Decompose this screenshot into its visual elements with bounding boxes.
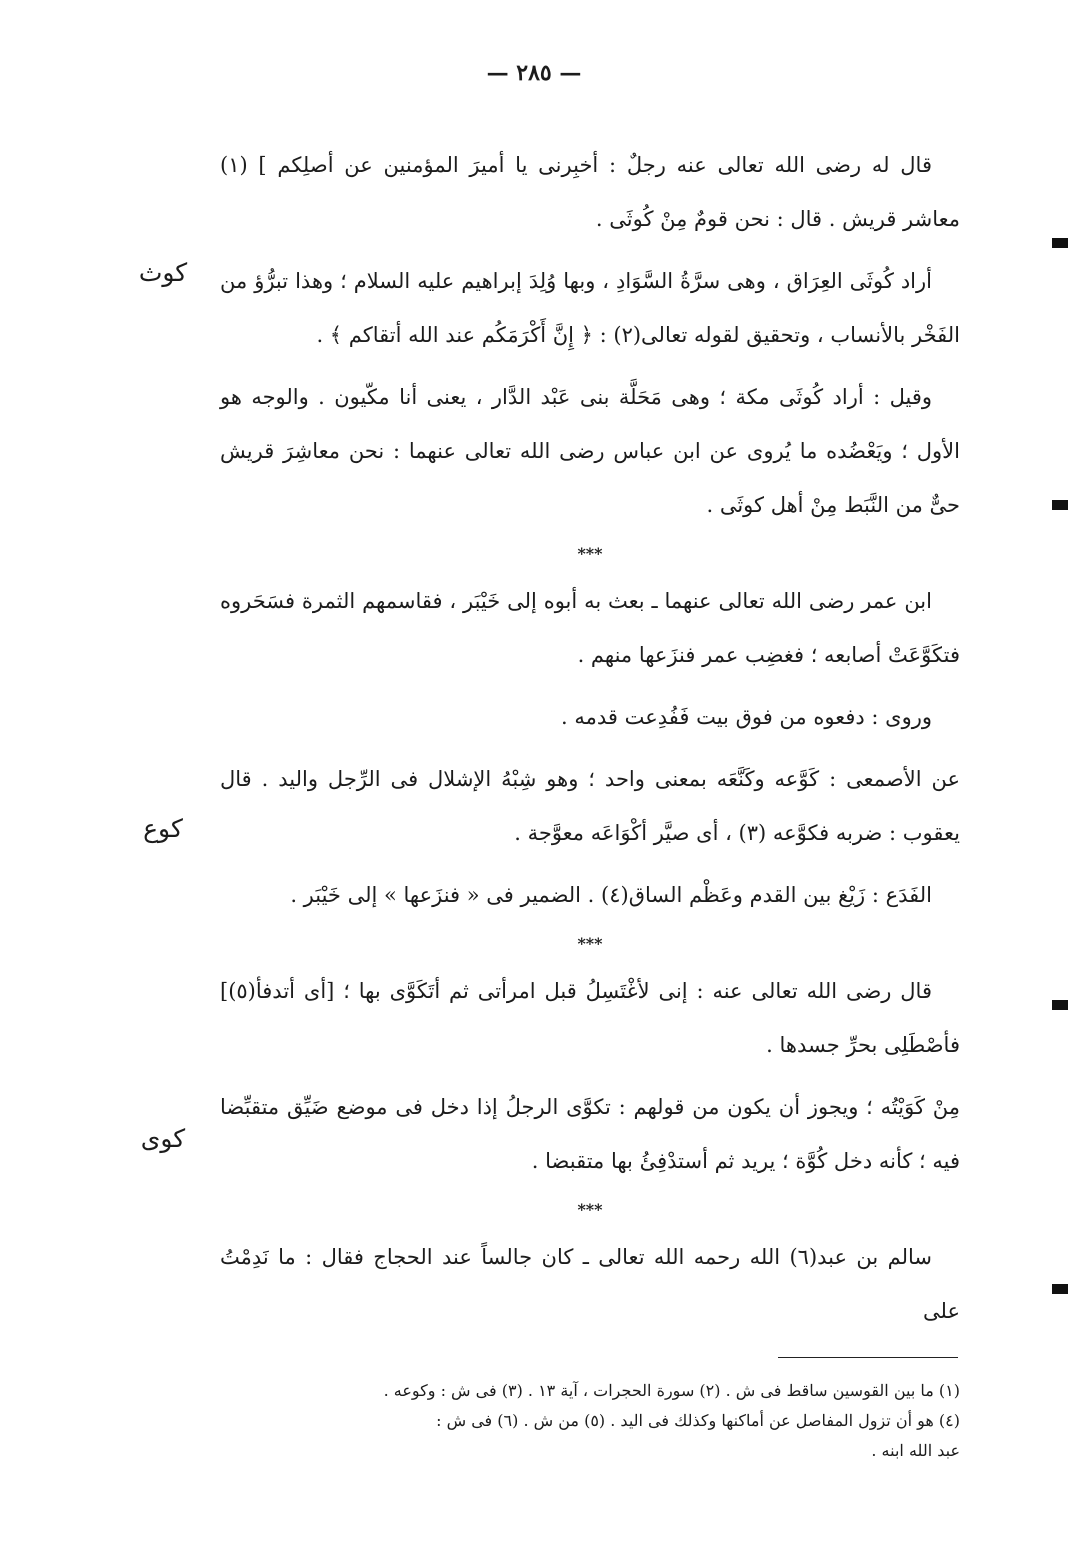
margin-keyword: كوع xyxy=(143,814,183,843)
paragraph: قال رضى الله تعالى عنه : إنى لأغْتَسِلُ قبل امرأتى ثم أتَكَوَّى بها ؛ [أى أتدفأ(٥)] فأصْطَلِى بحرِّ جسدها . xyxy=(220,979,960,1057)
footnote-rule xyxy=(778,1357,958,1358)
paragraph: وروى : دفعوه من فوق بيت فَفُدِعت قدمه . xyxy=(560,705,932,729)
paragraph: عن الأصمعى : كَوَّعه وكَنَّعَه بمعنى واحد ؛ وهو شِبْهُ الإشلال فى الرِّجل واليد . قال يعقوب : ضربه فكوَّعه (٣) ، أى صيَّر أكْوَاعَه معوَّجة . xyxy=(220,767,960,845)
paragraph: مِنْ كَوَيْتُه ؛ ويجوز أن يكون من قولهم : تكوَّى الرجلُ إذا دخل فى موضع ضَيِّق متقبِّضا فيه ؛ كأنه دخل كُوَّة ؛ يريد ثم أستدْفِئُ بها متقبضا . xyxy=(220,1095,960,1173)
paragraph: سالم بن عبد(٦) الله رحمه الله تعالى ـ كان جالساً عند الحجاج فقال : ما نَدِمْتُ على xyxy=(220,1245,960,1323)
scan-edge-mark xyxy=(1052,1000,1068,1010)
scan-edge-mark xyxy=(1052,500,1068,510)
footnote-line: (٤) هو أن تزول المفاصل عن أماكنها وكذلك فى اليد . (٥) من ش . (٦) فى ش : xyxy=(436,1411,960,1430)
section-separator: *** xyxy=(577,544,603,563)
main-text xyxy=(220,138,960,1346)
page-number: — ٢٨٥ — xyxy=(486,60,582,86)
paragraph: الفَدَع : زَيْغ بين القدم وعَظْم الساق(٤) . الضمير فى « فنزَعها » إلى خَيْبَر . xyxy=(290,883,932,907)
paragraph: أراد كُوثَى العِرَاق ، وهى سرَّةُ السَّوَادِ ، وبها وُلِدَ إبراهيم عليه السلام ؛ وهذا تبرُّؤ من الفَخْر بالأنساب ، وتحقيق لقوله تعالى(٢) : ﴿ إِنَّ أَكْرَمَكُم عند الله أتقاكم ﴾ . xyxy=(220,269,960,347)
section-separator: *** xyxy=(577,934,603,953)
paragraph: قال له رضى الله تعالى عنه رجلٌ : أخبِرنى يا أميرَ المؤمنين عن أصلِكم ] (١) معاشر قريش . قال : نحن قومٌ مِنْ كُوثَى . xyxy=(220,153,960,231)
paragraph: وقيل : أراد كُوثَى مكة ؛ وهى مَحَلَّة بنى عَبْد الدَّار ، يعنى أنا مكّيون . والوجه هو الأول ؛ ويَعْضُده ما يُروى عن ابن عباس رضى الله تعالى عنهما : نحن معاشِرَ قريش حىٌّ من النَّبَط مِنْ أهل كوثَى . xyxy=(220,385,960,517)
footnote-line: عبد الله ابنه . xyxy=(871,1441,960,1460)
scan-edge-mark xyxy=(1052,238,1068,248)
footnote-line: (١) ما بين القوسين ساقط فى ش . (٢) سورة الحجرات ، آية ١٣ . (٣) فى ش : وكوعه . xyxy=(383,1381,960,1400)
footnotes xyxy=(220,1376,960,1466)
margin-keyword: كوى xyxy=(140,1124,186,1153)
section-separator: *** xyxy=(577,1200,603,1219)
paragraph: ابن عمر رضى الله تعالى عنهما ـ بعث به أبوه إلى خَيْبَر ، فقاسمهم الثمرة فسَحَروه فتكَوَّعَتْ أصابعه ؛ فغضِب عمر فنزَعها منهم . xyxy=(220,589,960,667)
scan-edge-mark xyxy=(1052,1284,1068,1294)
margin-keyword: كوث xyxy=(138,258,188,287)
